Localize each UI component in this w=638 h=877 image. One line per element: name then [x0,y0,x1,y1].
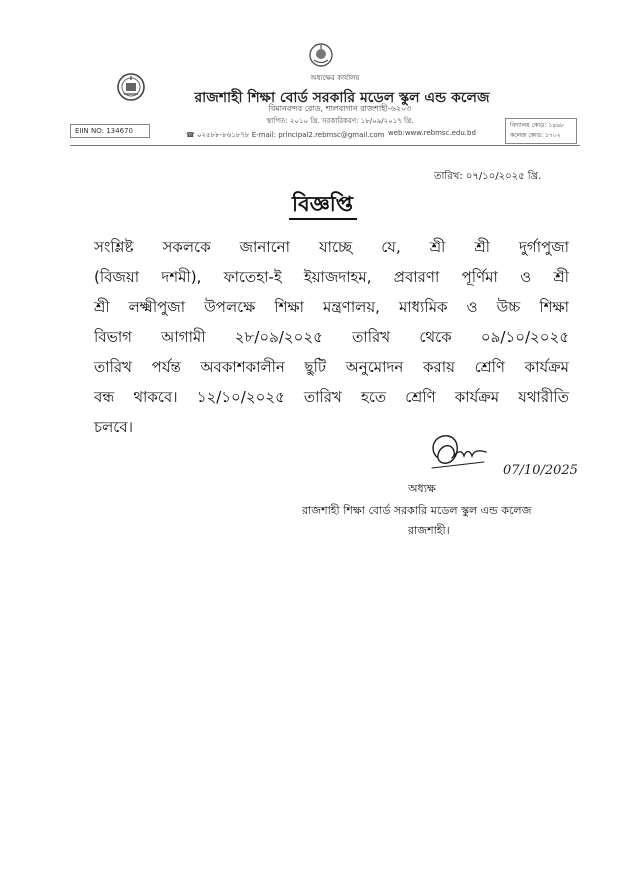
signature-date: 07/10/2025 [503,463,578,478]
notice-line: সংশ্লিষ্ট সকলকে জানানো যাচ্ছে যে, শ্রী শ্রী দুর্গাপুজা [94,238,569,256]
principal-signature [424,428,494,474]
contact-line: ☎ ০২৫৮৮-৮৬১৮৭৮ E-mail: principal2.rebmsc@gmail.com [186,131,385,139]
signatory-designation: অধ্যক্ষ [408,482,436,495]
notice-line: শ্রী লক্ষ্মীপুজা উপলক্ষে শিক্ষা মন্ত্রণালয়, মাধ্যমিক ও উচ্চ শিক্ষা [94,298,569,316]
school-logo-icon [116,72,146,102]
notice-line: বন্ধ থাকবে। ১২/১০/২০২৫ তারিখ হতে শ্রেণি কার্যক্রম যথারীতি [94,388,569,406]
notice-date: তারিখ: ০৭/১০/২০২৫ খ্রি. [434,171,542,182]
school-code: বিদ্যালয় কোড: ১৪৬৮ [510,122,564,129]
title-underline [289,218,357,220]
signatory-institution: রাজশাহী শিক্ষা বোর্ড সরকারি মডেল স্কুল এন্ড কলেজ [302,504,532,517]
office-line: অধ্যক্ষের কার্যালয় [310,74,360,82]
notice-line: বিভাগ আগামী ২৮/০৯/২০২৫ তারিখ থেকে ০৯/১০/২০২৫ [94,328,569,346]
institution-code-box [505,118,577,144]
college-code: কলেজ কোড: ১৭০২ [510,132,561,139]
established-line: স্থাপিত: ২০১০ খ্রি. সরকারিকরণ: ১৮/০৯/২০১৭ খ্রি. [266,117,414,125]
government-emblem-icon [308,42,334,68]
notice-line: (বিজয়া দশমী), ফাতেহা-ই ইয়াজদাহম, প্রবারণা পূর্ণিমা ও শ্রী [94,268,569,286]
eiin-box: EIIN NO: 134670 [70,124,150,138]
website-line: web:www.rebmsc.edu.bd [388,129,476,137]
notice-line: তারিখ পর্যন্ত অবকাশকালীন ছুটি অনুমোদন করায় শ্রেণি কার্যক্রম [94,358,569,376]
notice-title: বিজ্ঞপ্তি [292,192,354,216]
notice-line: চলবে। [94,418,134,436]
school-name: রাজশাহী শিক্ষা বোর্ড সরকারি মডেল স্কুল এন্ড কলেজ [194,90,490,106]
header-divider [70,145,580,146]
school-address: বিমানবন্দর রোড, শালবাগান রাজশাহী-৬২০৩ [268,104,412,113]
signatory-city: রাজশাহী। [408,524,450,537]
